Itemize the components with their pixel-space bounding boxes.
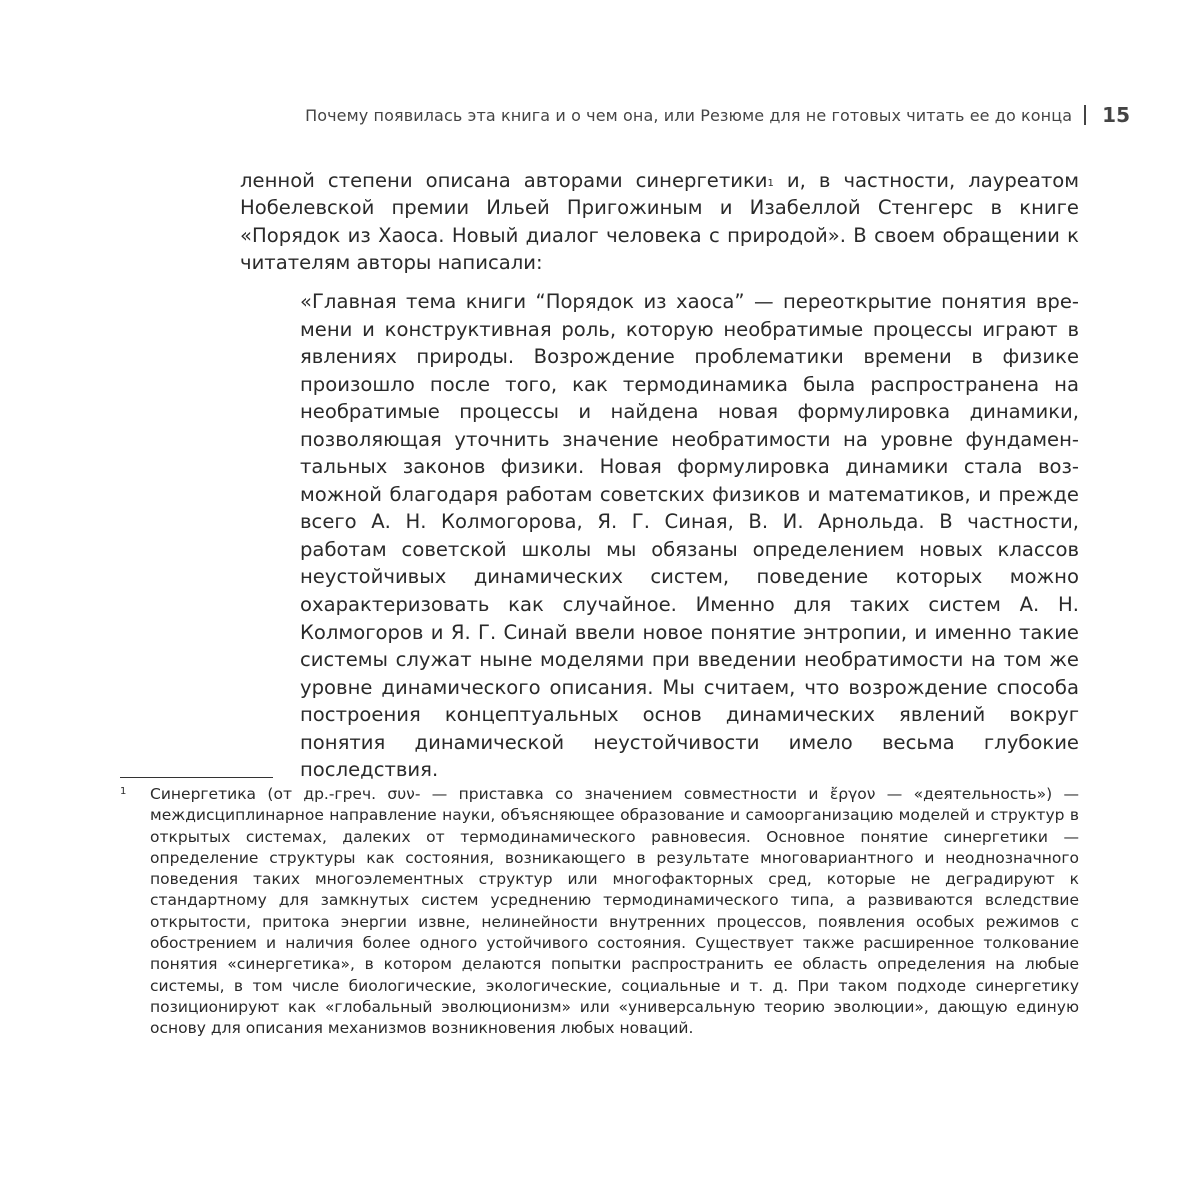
footnote-number: 1 <box>120 786 127 797</box>
footnote-text: Синергетика (от др.-греч. συν- — приставка со значением совместности и ἔργον — «деятельность») — междисциплинарное направление науки, объясняющее образование и самоорганизацию моделей и структур в открытых системах, далеких от термодинамического равновесия. Основное понятие синергетики — определение структуры как состояния, возникающего в результате многовариантного и неоднозначного поведения таких многоэлементных структур или многофакторных сред, которые не деградируют к стандартному для замкнутых систем усреднению термодинамического типа, а развиваются вследствие открытости, притока энергии извне, нелинейности внутренних процессов, появления особых режимов с обострением и наличия более одного устойчивого состояния. Существует также расширенное толкование понятия «синергетика», в котором делаются попытки распространить ее область определения на любые системы, в том числе биологические, экологические, социальные и т. д. При таком подходе синергетику позиционируют как «глобальный эволюционизм» или «универсальную теорию эволюции», дающую единую основу для описания механизмов возникновения любых новаций. <box>150 785 1079 1038</box>
header-divider <box>1084 105 1086 125</box>
body-paragraph <box>240 167 1079 276</box>
running-title: Почему появилась эта книга и о чем она, или Резюме для не готовых читать ее до конца <box>305 105 1073 125</box>
body-text-end: и, в частности, лауреатом Нобелевской премии Ильей Пригожиным и Изабеллой Стенгерс в книге «Порядок из Хаоса. Новый диалог человека с природой». В своем обращении к читателям авторы написали: <box>240 169 1080 274</box>
footnote-reference[interactable]: 1 <box>767 178 774 189</box>
page-number: 15 <box>1102 103 1130 127</box>
block-quote: «Главная тема книги “Порядок из хаоса” — переоткрытие понятия времени и конструктивная роль, которую необратимые процессы играют в явлениях природы. Возрождение проблематики времени в физике произошло после того, как термодинамика была распространена на необратимые процессы и найдена новая формулировка динамики, позволяющая уточнить значение необратимости на уровне фундаментальных законов физики. Новая формулировка динамики стала возможной благодаря работам советских физиков и математиков, и прежде всего А. Н. Колмогорова, Я. Г. Синая, В. И. Арнольда. В частности, работам советской школы мы обязаны определением новых классов неустойчивых динамических систем, поведение которых можно охарактеризовать как случайное. Именно для таких систем А. Н. Колмогоров и Я. Г. Синай ввели новое понятие энтропии, и именно такие системы служат ныне моделями при введении необратимости на том же уровне динамического описания. Мы считаем, что возрождение способа построения концептуальных основ динамических явлений вокруг понятия динамической неустойчивости имело весьма глубокие последствия. <box>300 290 1079 782</box>
body-text-start: ленной степени описана авторами синергетики <box>240 169 768 192</box>
footnote-divider <box>120 777 273 778</box>
running-header <box>305 103 1130 127</box>
